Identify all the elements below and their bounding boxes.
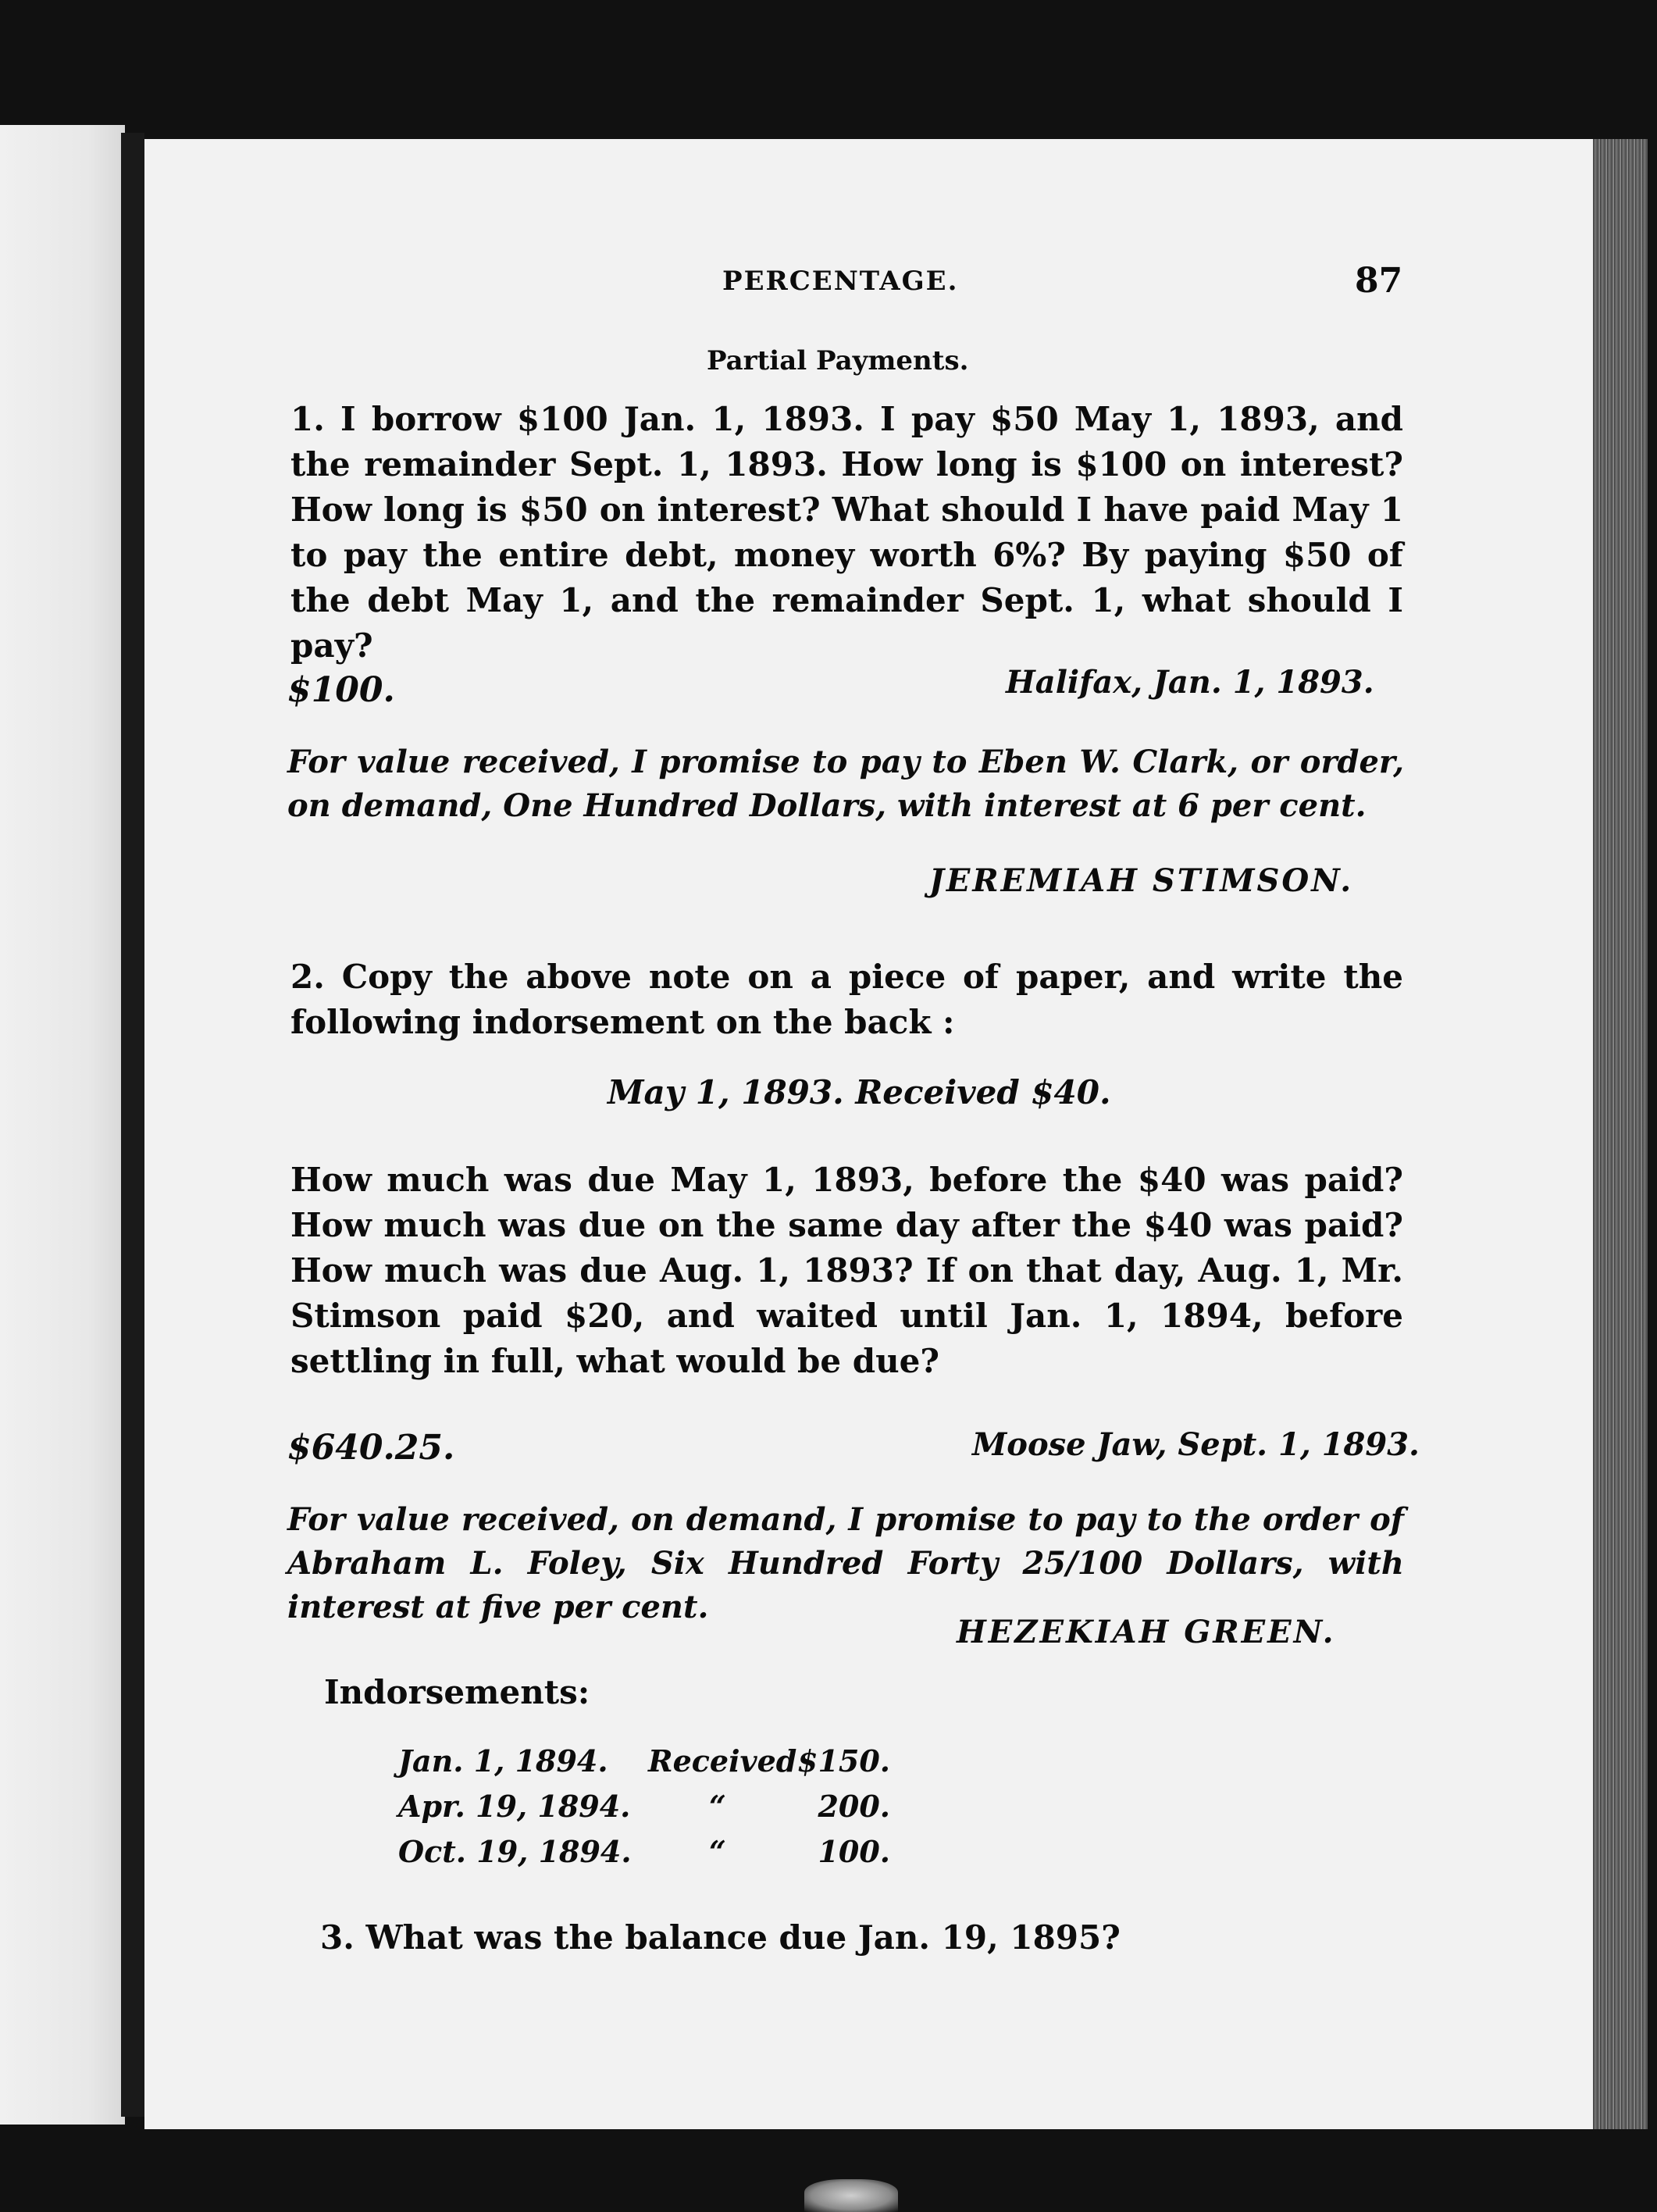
problem-3 [320, 1915, 1413, 1960]
indorsement-row-3-date: Oct. 19, 1894. [398, 1834, 632, 1869]
page-number: 87 [1355, 261, 1403, 301]
indorsement-row-1-label: Received [648, 1743, 797, 1779]
thumb-shadow [804, 2179, 898, 2212]
indorsement-row-2-label: “ [709, 1789, 726, 1824]
indorsement-row-1-amount: $150. [797, 1743, 890, 1779]
indorsement-row-2-date: Apr. 19, 1894. [398, 1789, 631, 1824]
note-1-signature: JEREMIAH STIMSON. [929, 862, 1354, 899]
note-1-amount: $100. [287, 670, 395, 710]
note-1-place-date: Halifax, Jan. 1, 1893. [1006, 664, 1374, 701]
indorsements-heading: Indorsements: [324, 1673, 590, 1711]
note-2-place-date: Moose Jaw, Sept. 1, 1893. [972, 1426, 1420, 1463]
running-header: PERCENTAGE. [722, 266, 959, 297]
indorsement-row-3-label: “ [709, 1834, 726, 1869]
indorsement-1: May 1, 1893. Received $40. [608, 1073, 1111, 1111]
problem-1-text: I borrow $100 Jan. 1, 1893. I pay $50 May 1, 1893, and the remainder Sept. 1, 1893. How long is $100 on interest? How long is $50 on interest? What should I have paid May 1 to pay the entire debt, money worth 6%? By paying $50 of the debt May 1, and the remainder Sept. 1, what should I pay? [290, 400, 1404, 665]
indorsement-row-2-amount: 200. [818, 1789, 890, 1824]
problem-2-questions: How much was due May 1, 1893, before the $40 was paid? How much was due on the same day after the $40 was paid? How much was due Aug. 1, 1893? If on that day, Aug. 1, Mr. Stimson paid $20, and waited until Jan. 1, 1894, before settling in full, what would be due? [290, 1161, 1403, 1380]
note-2-amount: $640.25. [287, 1428, 455, 1468]
problem-3-number: 3. [320, 1918, 355, 1957]
left-page-edge [0, 125, 125, 2125]
problem-1-number: 1. [290, 400, 325, 438]
page-stack-edge [1593, 139, 1648, 2129]
section-title: Partial Payments. [707, 345, 969, 376]
indorsement-row-3-amount: 100. [818, 1834, 890, 1869]
note-2-signature: HEZEKIAH GREEN. [957, 1614, 1336, 1650]
problem-2-text: Copy the above note on a piece of paper, and write the following indorsement on the back : [290, 958, 1404, 1041]
problem-3-text: What was the balance due Jan. 19, 1895? [365, 1918, 1121, 1957]
problem-1 [290, 397, 1403, 669]
note-2-text: For value received, on demand, I promise to pay to the order of Abraham L. Foley, Six Hundred Forty 25/100 Dollars, with interest at five per cent. [287, 1501, 1404, 1625]
problem-2-number: 2. [290, 958, 325, 996]
problem-2 [290, 954, 1403, 1045]
book-spine [121, 133, 144, 2117]
note-1-text: For value received, I promise to pay to Eben W. Clark, or order, on demand, One Hundred Dollars, with interest at 6 per cent. [287, 744, 1404, 824]
indorsement-row-1-date: Jan. 1, 1894. [398, 1743, 608, 1779]
